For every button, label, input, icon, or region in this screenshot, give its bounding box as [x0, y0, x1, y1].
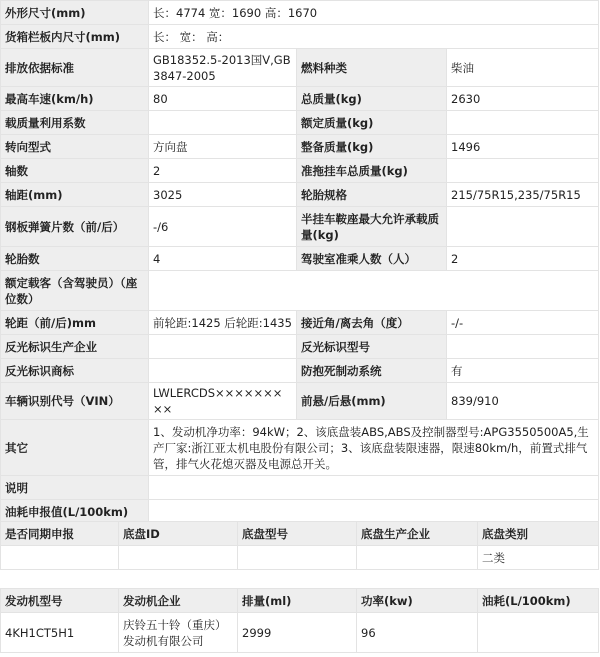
fuel-declared-label: 油耗申报值(L/100km)	[1, 500, 149, 524]
reflect-model-label: 反光标识型号	[297, 335, 447, 359]
engine-cell-power: 96	[357, 613, 478, 653]
wheelbase-label: 轴距(mm)	[1, 183, 149, 207]
engine-table	[0, 588, 599, 653]
total-mass-label: 总质量(kg)	[297, 87, 447, 111]
fuel-value: 柴油	[447, 49, 599, 87]
leaf-springs-value: -/6	[149, 207, 297, 247]
engine-cell-displacement: 2999	[238, 613, 357, 653]
abs-label: 防抱死制动系统	[297, 359, 447, 383]
cargo-box-value: 长： 宽： 高：	[149, 25, 599, 49]
total-mass-value: 2630	[447, 87, 599, 111]
axles-label: 轴数	[1, 159, 149, 183]
rated-load-value	[447, 111, 599, 135]
max-speed-label: 最高车速(km/h)	[1, 87, 149, 111]
dimensions-label: 外形尺寸(mm)	[1, 1, 149, 25]
vin-label: 车辆识别代号（VIN）	[1, 383, 149, 420]
engine-header-company: 发动机企业	[119, 589, 238, 613]
chassis-cell-model	[238, 546, 357, 570]
chassis-header-company: 底盘生产企业	[357, 522, 478, 546]
rated-passengers-label: 额定载客（含驾驶员）（座位数）	[1, 271, 149, 311]
chassis-header-model: 底盘型号	[238, 522, 357, 546]
engine-header-model: 发动机型号	[1, 589, 119, 613]
chassis-header-sync: 是否同期申报	[1, 522, 119, 546]
abs-value: 有	[447, 359, 599, 383]
chassis-cell-sync	[1, 546, 119, 570]
axles-value: 2	[149, 159, 297, 183]
approach-label: 接近角/离去角（度）	[297, 311, 447, 335]
reflect-model-value	[447, 335, 599, 359]
tire-count-value: 4	[149, 247, 297, 271]
track-value: 前轮距:1425 后轮距:1435	[149, 311, 297, 335]
fuel-declared-value	[149, 500, 599, 524]
chassis-table	[0, 521, 599, 570]
cab-passengers-value: 2	[447, 247, 599, 271]
steering-value: 方向盘	[149, 135, 297, 159]
engine-header-fuel: 油耗(L/100km)	[478, 589, 599, 613]
notes-value	[149, 476, 599, 500]
other-label: 其它	[1, 420, 149, 476]
emission-value: GB18352.5-2013国Ⅴ,GB3847-2005	[149, 49, 297, 87]
reflect-brand-value	[149, 359, 297, 383]
trailer-mass-label: 准拖挂车总质量(kg)	[297, 159, 447, 183]
max-speed-value: 80	[149, 87, 297, 111]
chassis-cell-id	[119, 546, 238, 570]
chassis-header-category: 底盘类别	[478, 522, 599, 546]
engine-cell-model: 4KH1CT5H1	[1, 613, 119, 653]
overhang-value: 839/910	[447, 383, 599, 420]
reflect-company-label: 反光标识生产企业	[1, 335, 149, 359]
track-label: 轮距（前/后)mm	[1, 311, 149, 335]
curb-weight-label: 整备质量(kg)	[297, 135, 447, 159]
wheelbase-value: 3025	[149, 183, 297, 207]
tire-spec-value: 215/75R15,235/75R15	[447, 183, 599, 207]
notes-label: 说明	[1, 476, 149, 500]
trailer-mass-value	[447, 159, 599, 183]
engine-header-power: 功率(kw)	[357, 589, 478, 613]
load-coef-label: 载质量利用系数	[1, 111, 149, 135]
saddle-load-label: 半挂车鞍座最大允许承载质量(kg)	[297, 207, 447, 247]
dimensions-value: 长：4774 宽：1690 高：1670	[149, 1, 599, 25]
emission-label: 排放依据标准	[1, 49, 149, 87]
chassis-header-id: 底盘ID	[119, 522, 238, 546]
engine-cell-fuel	[478, 613, 599, 653]
fuel-label: 燃料种类	[297, 49, 447, 87]
overhang-label: 前悬/后悬(mm)	[297, 383, 447, 420]
vin-value: LWLERCDS×××××××××	[149, 383, 297, 420]
other-value: 1、发动机净功率：94kW；2、该底盘装ABS,ABS及控制器型号:APG3550500A5,生产厂家:浙江亚太机电股份有限公司；3、该底盘装限速器，限速80km/h，前置式排气管，排气火花熄灭器及电源总开关。	[149, 420, 599, 476]
curb-weight-value: 1496	[447, 135, 599, 159]
chassis-cell-category: 二类	[478, 546, 599, 570]
load-coef-value	[149, 111, 297, 135]
engine-cell-company: 庆铃五十铃（重庆）发动机有限公司	[119, 613, 238, 653]
reflect-brand-label: 反光标识商标	[1, 359, 149, 383]
tire-count-label: 轮胎数	[1, 247, 149, 271]
tire-spec-label: 轮胎规格	[297, 183, 447, 207]
cargo-box-label: 货箱栏板内尺寸(mm)	[1, 25, 149, 49]
cab-passengers-label: 驾驶室准乘人数（人）	[297, 247, 447, 271]
rated-load-label: 额定质量(kg)	[297, 111, 447, 135]
saddle-load-value	[447, 207, 599, 247]
leaf-springs-label: 钢板弹簧片数（前/后）	[1, 207, 149, 247]
engine-header-displacement: 排量(ml)	[238, 589, 357, 613]
steering-label: 转向型式	[1, 135, 149, 159]
reflect-company-value	[149, 335, 297, 359]
rated-passengers-value	[149, 271, 599, 311]
chassis-cell-company	[357, 546, 478, 570]
approach-value: -/-	[447, 311, 599, 335]
